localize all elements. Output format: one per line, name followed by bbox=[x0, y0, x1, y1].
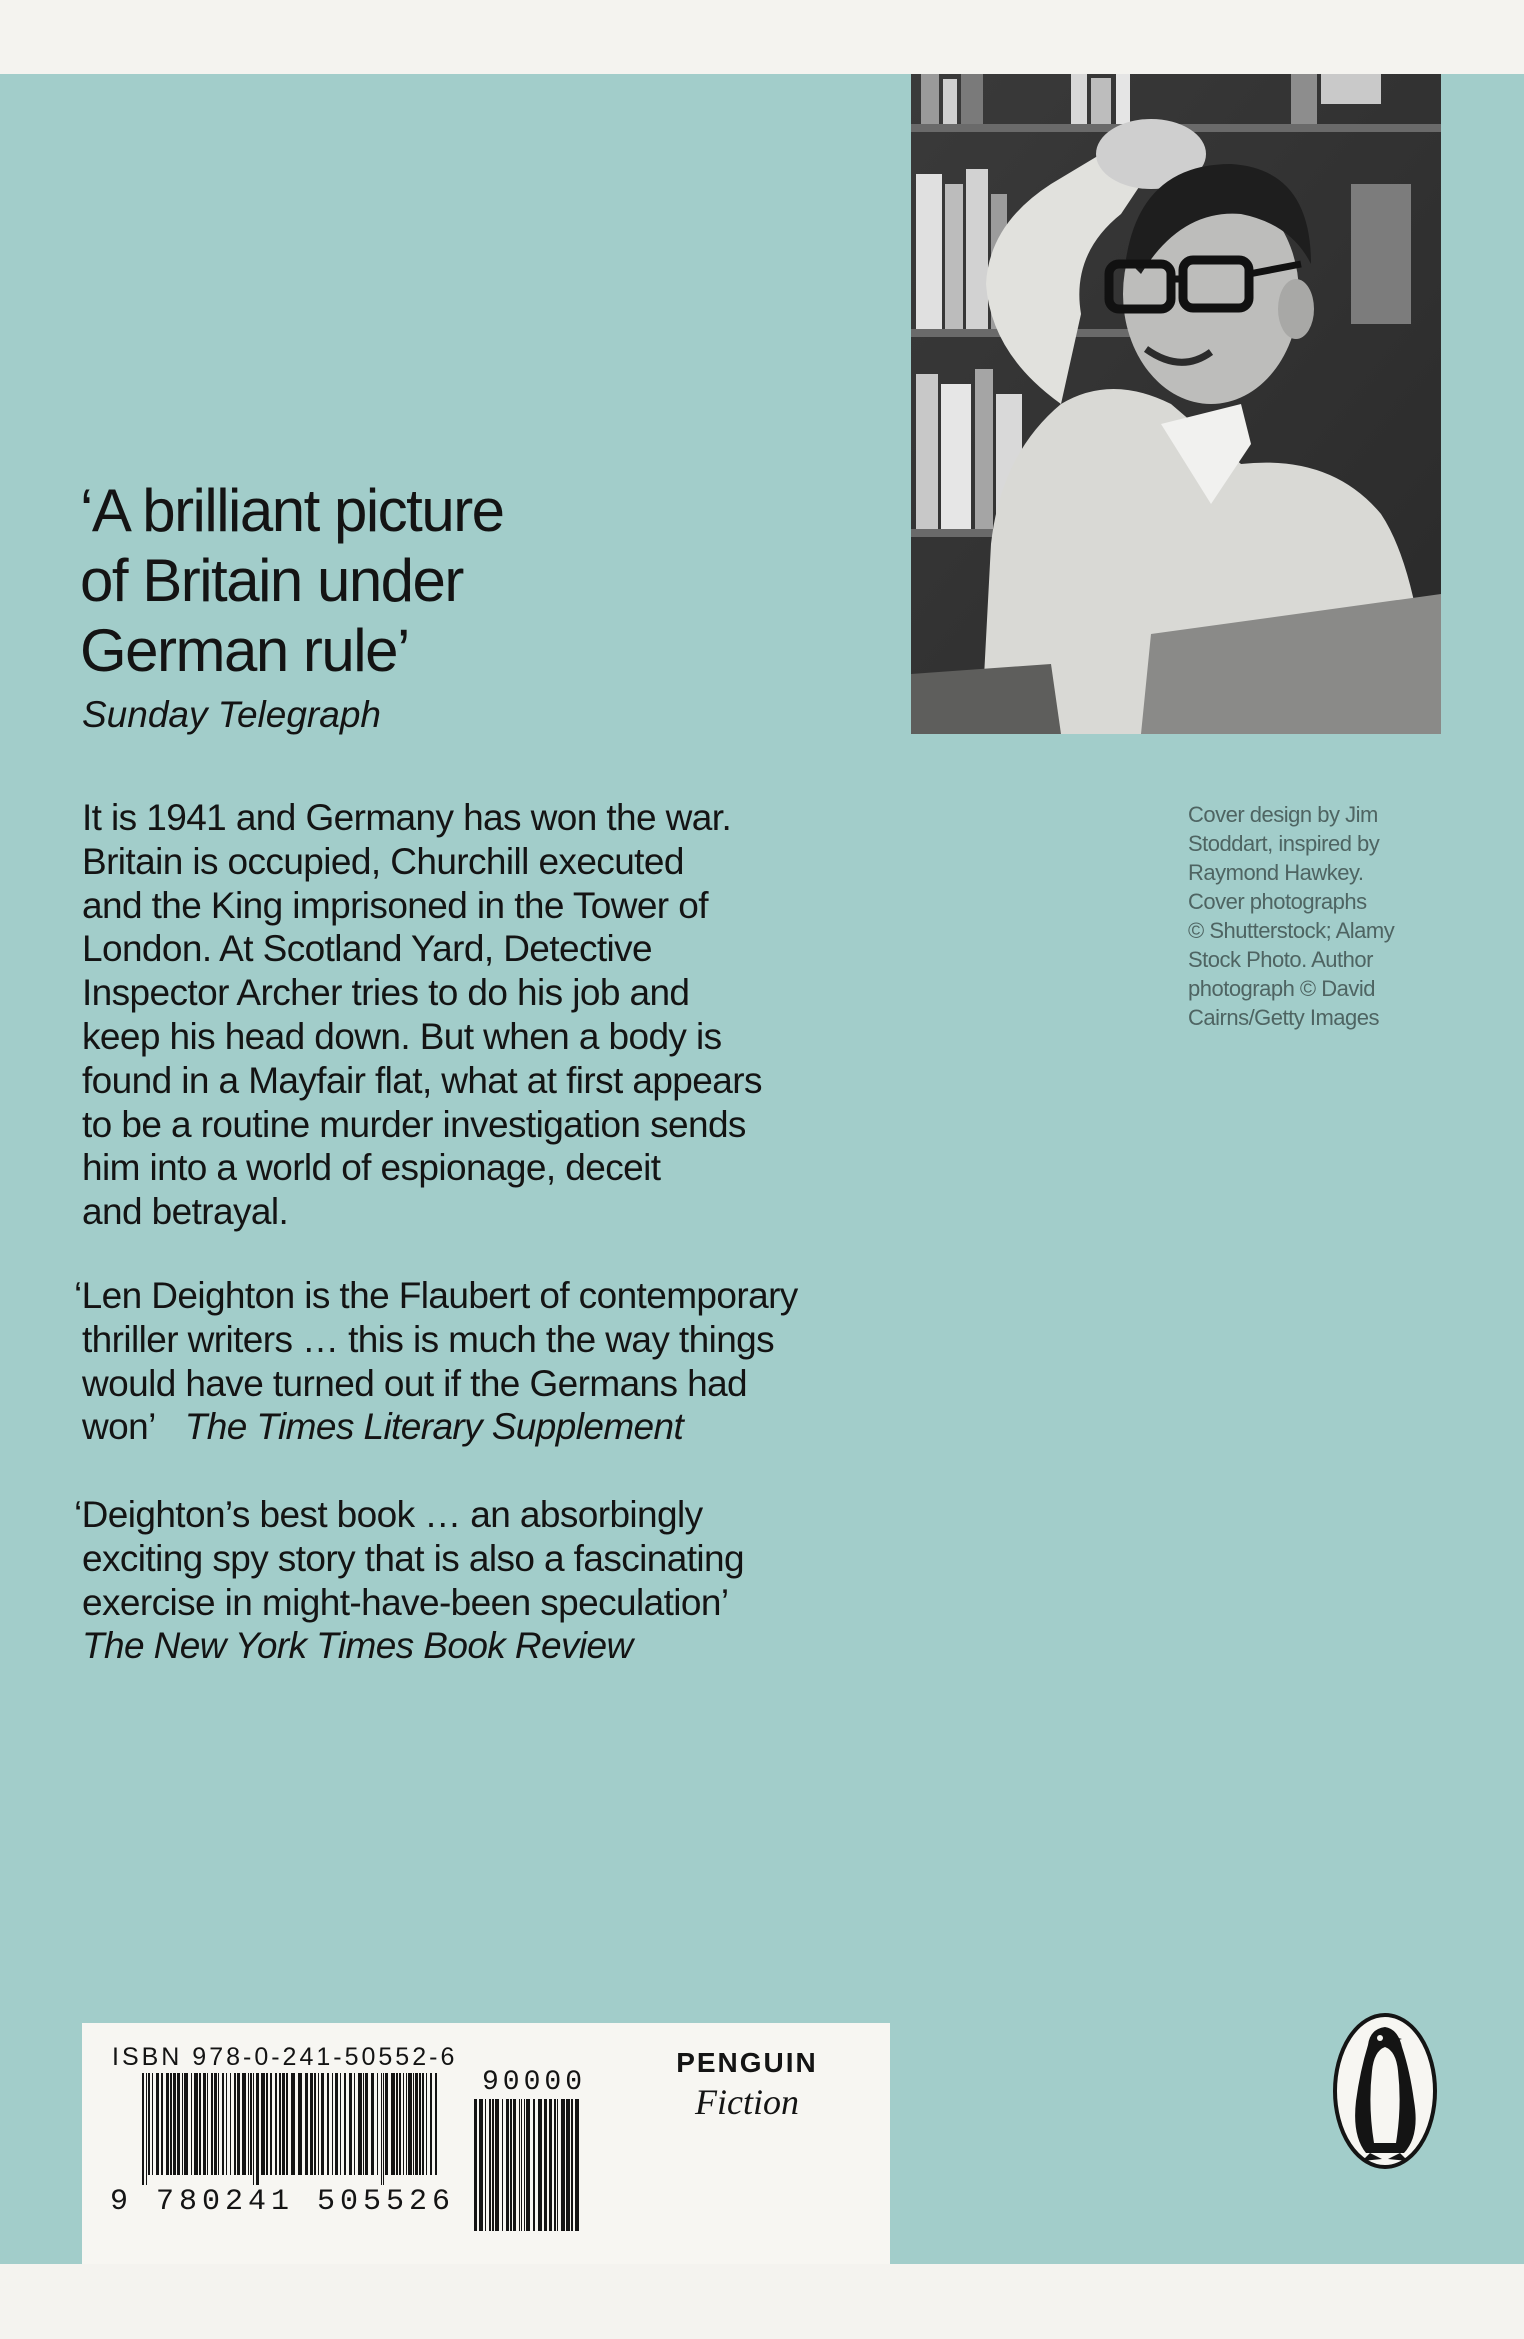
cover-credits bbox=[1188, 800, 1448, 1032]
synopsis bbox=[82, 796, 902, 1234]
imprint bbox=[672, 2047, 822, 2123]
addon-digits: 90000 bbox=[482, 2067, 587, 2098]
quote-line: would have turned out if the Germans had bbox=[82, 1362, 748, 1404]
review-quote-nyt bbox=[74, 1493, 934, 1668]
barcode-icon bbox=[142, 2073, 442, 2185]
credit-line: © Shutterstock; Alamy bbox=[1188, 918, 1395, 943]
credit-line: Cover design by Jim bbox=[1188, 802, 1378, 827]
synopsis-line: Britain is occupied, Churchill executed bbox=[82, 840, 684, 882]
author-photo bbox=[911, 74, 1441, 734]
credit-line: Cairns/Getty Images bbox=[1188, 1005, 1380, 1030]
publisher-name: PENGUIN bbox=[676, 2047, 818, 2078]
isbn-label: ISBN 978-0-241-50552-6 bbox=[112, 2043, 458, 2071]
synopsis-line: keep his head down. But when a body is bbox=[82, 1015, 722, 1057]
credit-line: Raymond Hawkey. bbox=[1188, 860, 1364, 885]
quote-line: won’ bbox=[82, 1406, 156, 1448]
quote-line: ‘Deighton’s best book … an absorbingly bbox=[74, 1494, 703, 1535]
credit-line: Stock Photo. Author bbox=[1188, 947, 1373, 972]
synopsis-line: Inspector Archer tries to do his job and bbox=[82, 972, 690, 1014]
credit-line: Stoddart, inspired by bbox=[1188, 831, 1380, 856]
barcode-panel bbox=[82, 2023, 890, 2264]
quote-source: The Times Literary Supplement bbox=[184, 1406, 684, 1448]
quote-line: thriller writers … this is much the way things bbox=[82, 1318, 775, 1360]
headline-line: German rule’ bbox=[80, 617, 409, 684]
synopsis-line: and the King imprisoned in the Tower of bbox=[82, 884, 708, 926]
series-name: Fiction bbox=[695, 2082, 799, 2122]
headline-source: Sunday Telegraph bbox=[82, 694, 381, 735]
synopsis-line: him into a world of espionage, deceit bbox=[82, 1147, 661, 1189]
synopsis-line: London. At Scotland Yard, Detective bbox=[82, 928, 653, 970]
headline-quote bbox=[80, 476, 700, 686]
credit-line: Cover photographs bbox=[1188, 889, 1367, 914]
credit-line: photograph © David bbox=[1188, 976, 1376, 1001]
quote-line: exercise in might-have-been speculation’ bbox=[82, 1581, 729, 1623]
penguin-logo-icon bbox=[1330, 2011, 1440, 2171]
quote-source: The New York Times Book Review bbox=[82, 1625, 633, 1667]
quote-line: exciting spy story that is also a fascinating bbox=[82, 1537, 744, 1579]
synopsis-line: and betrayal. bbox=[82, 1191, 289, 1233]
synopsis-line: to be a routine murder investigation sends bbox=[82, 1103, 746, 1145]
back-cover bbox=[0, 74, 1524, 2264]
addon-barcode-icon bbox=[474, 2099, 604, 2241]
headline-line: of Britain under bbox=[80, 547, 463, 614]
synopsis-line: It is 1941 and Germany has won the war. bbox=[82, 797, 732, 838]
barcode-digits: 9 780241 505526 bbox=[110, 2185, 456, 2219]
review-quote-tls bbox=[74, 1274, 934, 1449]
quote-line: ‘Len Deighton is the Flaubert of contemporary bbox=[74, 1275, 798, 1316]
headline-line: ‘A brilliant picture bbox=[80, 477, 504, 544]
synopsis-line: found in a Mayfair flat, what at first appears bbox=[82, 1059, 762, 1101]
